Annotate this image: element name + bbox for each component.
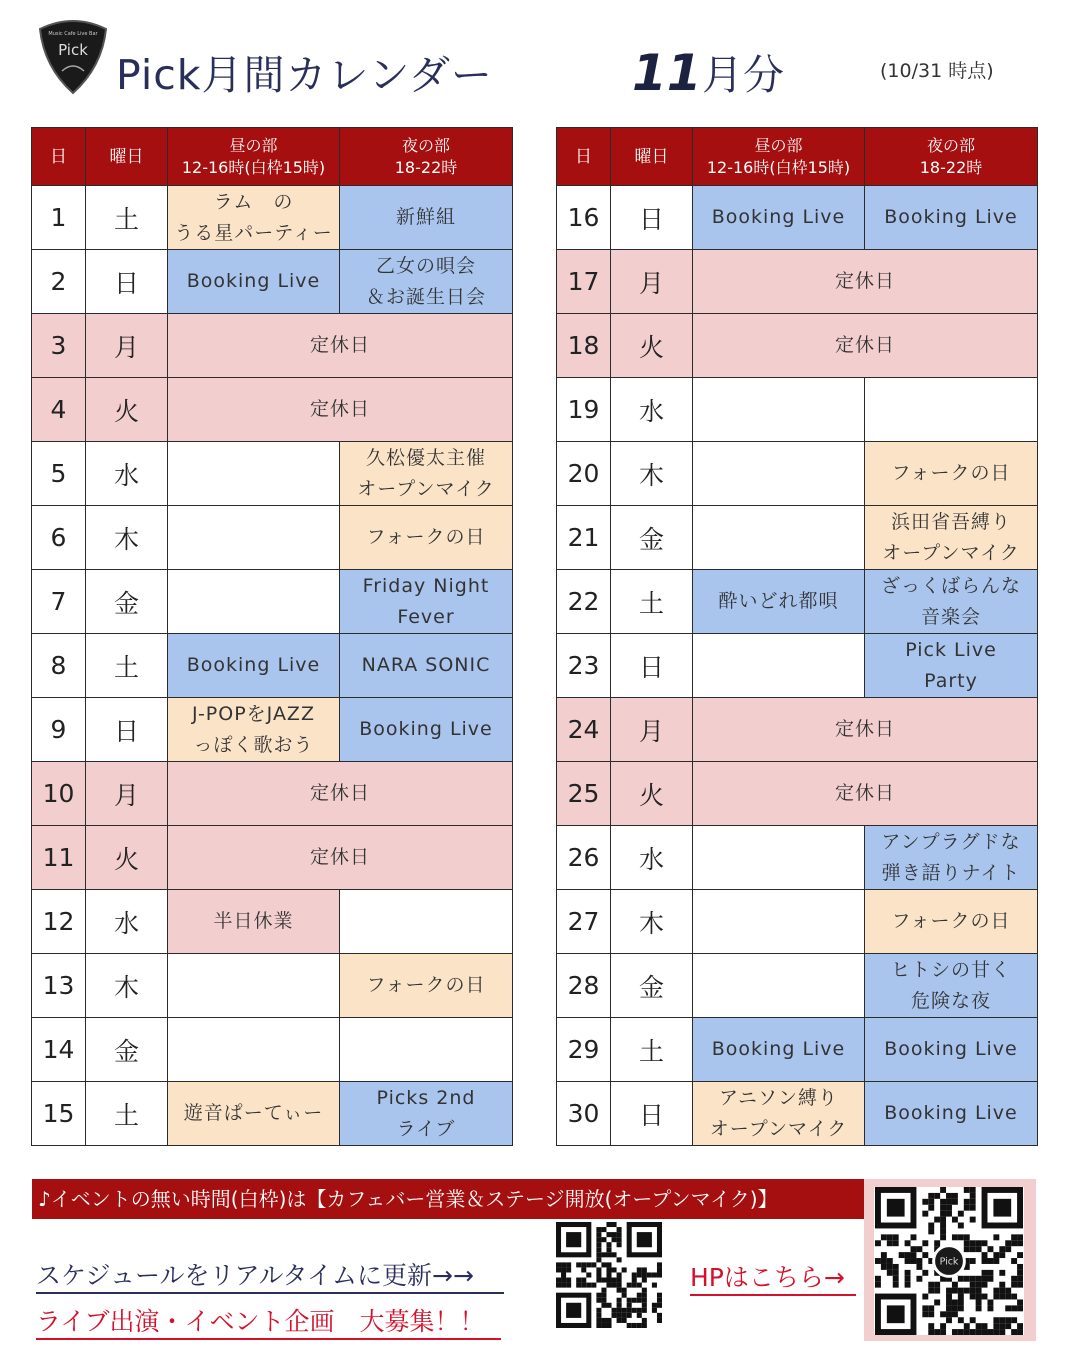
night-event: 久松優太主催 オープンマイク [340, 442, 513, 506]
header-lunch-title: 昼の部 [754, 135, 803, 155]
weekday: 火 [611, 314, 693, 378]
lunch-event [693, 506, 865, 570]
day-number: 11 [32, 826, 86, 890]
closed-day-cell: 定休日 [693, 762, 1038, 826]
closed-day-cell: 定休日 [168, 826, 513, 890]
calendar-row [32, 506, 513, 570]
day-number: 12 [32, 890, 86, 954]
day-number: 29 [557, 1018, 611, 1082]
day-number: 5 [32, 442, 86, 506]
schedule-qr-code[interactable] [556, 1222, 662, 1328]
lunch-event: Booking Live [693, 1018, 865, 1082]
weekday: 金 [86, 1018, 168, 1082]
header-lunch-time: 12-16時(白枠15時) [181, 157, 326, 177]
day-number: 27 [557, 890, 611, 954]
closed-day-cell: 定休日 [693, 314, 1038, 378]
recruit-link[interactable]: ライブ出演・イベント企画 大募集！！ [36, 1302, 501, 1340]
calendar-row [32, 1018, 513, 1082]
header-lunch [168, 128, 340, 186]
calendar-row [32, 1082, 513, 1146]
day-number: 25 [557, 762, 611, 826]
weekday: 日 [611, 186, 693, 250]
lunch-event [168, 954, 340, 1018]
weekday: 木 [86, 506, 168, 570]
day-number: 1 [32, 186, 86, 250]
weekday: 日 [611, 1082, 693, 1146]
night-event: Booking Live [865, 1082, 1038, 1146]
night-event [340, 890, 513, 954]
as-of-date: (10/31 時点) [880, 60, 994, 82]
calendar-row [32, 698, 513, 762]
qr-logo-text: Pick [939, 1256, 959, 1268]
weekday: 火 [86, 826, 168, 890]
calendar-row [32, 186, 513, 250]
weekday: 水 [86, 890, 168, 954]
day-number: 13 [32, 954, 86, 1018]
weekday: 月 [611, 250, 693, 314]
header-day: 日 [557, 128, 611, 186]
day-number: 22 [557, 570, 611, 634]
day-number: 3 [32, 314, 86, 378]
night-event: NARA SONIC [340, 634, 513, 698]
calendar-row [557, 698, 1038, 762]
open-stage-note: ♪イベントの無い時間(白枠)は【カフェバー営業＆ステージ開放(オープンマイク)】 [32, 1179, 864, 1219]
calendar-row [32, 762, 513, 826]
weekday: 金 [86, 570, 168, 634]
calendar-table-left [31, 127, 513, 1146]
header-lunch-title: 昼の部 [229, 135, 278, 155]
calendar-row [557, 314, 1038, 378]
night-event: 乙女の唄会 ＆お誕生日会 [340, 250, 513, 314]
lunch-event [168, 570, 340, 634]
header-night [865, 128, 1038, 186]
calendar-row [557, 762, 1038, 826]
day-number: 7 [32, 570, 86, 634]
day-number: 30 [557, 1082, 611, 1146]
weekday: 火 [86, 378, 168, 442]
day-number: 2 [32, 250, 86, 314]
calendar-row [557, 250, 1038, 314]
closed-day-cell: 定休日 [168, 762, 513, 826]
night-event: フォークの日 [865, 890, 1038, 954]
calendar-row [32, 570, 513, 634]
day-number: 8 [32, 634, 86, 698]
night-event: 新鮮組 [340, 186, 513, 250]
weekday: 月 [611, 698, 693, 762]
closed-day-cell: 定休日 [693, 698, 1038, 762]
day-number: 4 [32, 378, 86, 442]
day-number: 28 [557, 954, 611, 1018]
calendar-row [32, 442, 513, 506]
weekday: 木 [86, 954, 168, 1018]
weekday: 木 [611, 890, 693, 954]
lunch-event: Booking Live [693, 186, 865, 250]
lunch-event: 遊音ぱーてぃー [168, 1082, 340, 1146]
calendar-row [32, 890, 513, 954]
night-event: アンプラグドな 弾き語りナイト [865, 826, 1038, 890]
lunch-event [693, 954, 865, 1018]
lunch-event [168, 442, 340, 506]
weekday: 日 [611, 634, 693, 698]
night-event: フォークの日 [340, 954, 513, 1018]
calendar-row [557, 1018, 1038, 1082]
lunch-event [693, 826, 865, 890]
night-event: フォークの日 [865, 442, 1038, 506]
weekday: 木 [611, 442, 693, 506]
night-event [340, 1018, 513, 1082]
calendar-row [557, 890, 1038, 954]
closed-day-cell: 定休日 [168, 314, 513, 378]
calendar-row [557, 570, 1038, 634]
night-event [865, 378, 1038, 442]
calendar-row [557, 826, 1038, 890]
lunch-event: ラム の うる星パーティー [168, 186, 340, 250]
header-weekday: 曜日 [611, 128, 693, 186]
header-night-title: 夜の部 [401, 135, 450, 155]
closed-day-cell: 定休日 [168, 378, 513, 442]
month-number: 11 [632, 44, 702, 102]
header-lunch [693, 128, 865, 186]
lunch-event [693, 378, 865, 442]
day-number: 19 [557, 378, 611, 442]
lunch-event [693, 442, 865, 506]
night-event: 浜田省吾縛り オープンマイク [865, 506, 1038, 570]
pick-logo [36, 15, 110, 95]
page-title: Pick月間カレンダー [116, 51, 493, 99]
header-night-time: 18-22時 [919, 157, 983, 177]
logo-small-text: Music Cafe Live Bar [48, 31, 98, 37]
lunch-event: 酔いどれ都唄 [693, 570, 865, 634]
lunch-event [168, 506, 340, 570]
weekday: 土 [86, 634, 168, 698]
calendar-row [32, 826, 513, 890]
lunch-event: 半日休業 [168, 890, 340, 954]
lunch-event: アニソン縛り オープンマイク [693, 1082, 865, 1146]
day-number: 14 [32, 1018, 86, 1082]
day-number: 9 [32, 698, 86, 762]
schedule-link[interactable]: スケジュールをリアルタイムに更新→→ [36, 1256, 504, 1294]
day-number: 16 [557, 186, 611, 250]
header-day: 日 [32, 128, 86, 186]
calendar-row [557, 1082, 1038, 1146]
lunch-event: Booking Live [168, 634, 340, 698]
weekday: 月 [86, 762, 168, 826]
calendar-row [32, 250, 513, 314]
header-night-title: 夜の部 [926, 135, 975, 155]
header-weekday: 曜日 [86, 128, 168, 186]
weekday: 金 [611, 506, 693, 570]
weekday: 土 [86, 186, 168, 250]
day-number: 10 [32, 762, 86, 826]
closed-day-cell: 定休日 [693, 250, 1038, 314]
day-number: 18 [557, 314, 611, 378]
lunch-event [693, 890, 865, 954]
day-number: 23 [557, 634, 611, 698]
weekday: 水 [611, 826, 693, 890]
calendar-row [32, 634, 513, 698]
night-event: Pick Live Party [865, 634, 1038, 698]
day-number: 6 [32, 506, 86, 570]
day-number: 17 [557, 250, 611, 314]
night-event: Friday Night Fever [340, 570, 513, 634]
weekday: 水 [611, 378, 693, 442]
header-night [340, 128, 513, 186]
lunch-event [693, 634, 865, 698]
weekday: 金 [611, 954, 693, 1018]
calendar-row [32, 378, 513, 442]
day-number: 15 [32, 1082, 86, 1146]
weekday: 土 [611, 1018, 693, 1082]
weekday: 日 [86, 698, 168, 762]
weekday: 日 [86, 250, 168, 314]
calendar-row [32, 314, 513, 378]
night-event: Booking Live [865, 1018, 1038, 1082]
calendar-row [557, 634, 1038, 698]
calendar-row [557, 186, 1038, 250]
weekday: 火 [611, 762, 693, 826]
calendar-table-right [556, 127, 1038, 1146]
header-night-time: 18-22時 [394, 157, 458, 177]
weekday: 土 [86, 1082, 168, 1146]
lunch-event: Booking Live [168, 250, 340, 314]
day-number: 26 [557, 826, 611, 890]
weekday: 月 [86, 314, 168, 378]
night-event: ざっくばらんな 音楽会 [865, 570, 1038, 634]
calendar-row [557, 954, 1038, 1018]
day-number: 21 [557, 506, 611, 570]
hp-qr-panel [864, 1179, 1036, 1341]
hp-link[interactable]: HPはこちら→ [690, 1258, 856, 1296]
calendar-row [32, 954, 513, 1018]
logo-text: Pick [58, 41, 88, 59]
night-event: Booking Live [865, 186, 1038, 250]
calendar-row [557, 378, 1038, 442]
header-lunch-time: 12-16時(白枠15時) [706, 157, 851, 177]
calendar-row [557, 442, 1038, 506]
night-event: ヒトシの甘く 危険な夜 [865, 954, 1038, 1018]
night-event: Booking Live [340, 698, 513, 762]
day-number: 20 [557, 442, 611, 506]
night-event: Picks 2nd ライブ [340, 1082, 513, 1146]
lunch-event: J-POPをJAZZ っぽく歌おう [168, 698, 340, 762]
calendar-row [557, 506, 1038, 570]
weekday: 土 [611, 570, 693, 634]
lunch-event [168, 1018, 340, 1082]
night-event: フォークの日 [340, 506, 513, 570]
day-number: 24 [557, 698, 611, 762]
weekday: 水 [86, 442, 168, 506]
hp-qr-code[interactable] [874, 1187, 1024, 1335]
month-label: 月分 [702, 51, 784, 99]
